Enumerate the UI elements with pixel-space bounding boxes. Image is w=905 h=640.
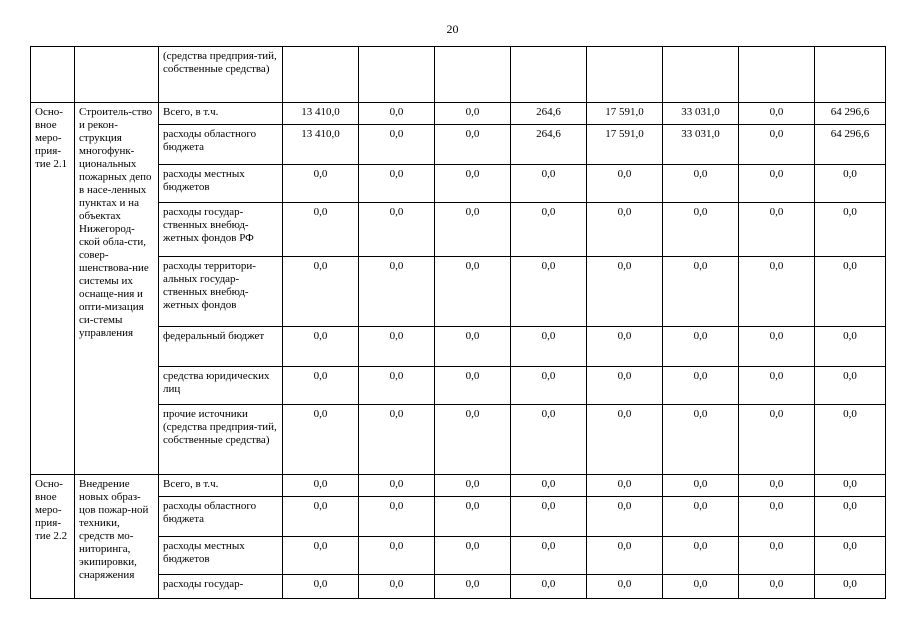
amount-cell: 0,0 [663,575,739,599]
table-row [31,103,886,125]
amount-cell [435,47,511,103]
amount-cell [283,47,359,103]
amount-cell: 0,0 [739,405,815,475]
amount-cell: 17 591,0 [587,103,663,125]
activity-name-cell [75,47,159,103]
activity-code-cell: Осно-вное меро-прия-тие 2.2 [31,475,75,599]
table-row [31,165,886,203]
funding-source-cell: прочие источники (средства предприя-тий, собственные средства) [159,405,283,475]
amount-cell: 0,0 [359,327,435,367]
amount-cell: 0,0 [283,537,359,575]
amount-cell: 33 031,0 [663,103,739,125]
funding-source-cell: расходы областного бюджета [159,125,283,165]
amount-cell: 0,0 [815,537,886,575]
amount-cell: 0,0 [511,327,587,367]
amount-cell: 0,0 [435,327,511,367]
funding-source-cell: расходы местных бюджетов [159,537,283,575]
amount-cell: 0,0 [359,257,435,327]
amount-cell: 0,0 [739,497,815,537]
table-row [31,327,886,367]
funding-source-cell: федеральный бюджет [159,327,283,367]
amount-cell: 0,0 [663,367,739,405]
funding-source-cell: средства юридических лиц [159,367,283,405]
amount-cell: 0,0 [587,537,663,575]
amount-cell [587,47,663,103]
amount-cell: 0,0 [815,575,886,599]
amount-cell: 0,0 [815,497,886,537]
funding-table-body [31,47,886,599]
amount-cell: 0,0 [739,475,815,497]
amount-cell: 0,0 [435,203,511,257]
amount-cell [511,47,587,103]
amount-cell: 0,0 [739,575,815,599]
amount-cell: 0,0 [359,367,435,405]
amount-cell: 0,0 [359,125,435,165]
amount-cell: 0,0 [739,257,815,327]
amount-cell: 0,0 [815,327,886,367]
table-row [31,47,886,103]
amount-cell [739,47,815,103]
amount-cell: 0,0 [739,103,815,125]
table-row [31,125,886,165]
amount-cell: 0,0 [587,327,663,367]
amount-cell: 17 591,0 [587,125,663,165]
amount-cell: 264,6 [511,125,587,165]
amount-cell: 64 296,6 [815,125,886,165]
amount-cell: 0,0 [815,475,886,497]
amount-cell: 0,0 [587,575,663,599]
amount-cell [663,47,739,103]
amount-cell: 0,0 [359,575,435,599]
amount-cell: 0,0 [435,497,511,537]
amount-cell: 0,0 [359,475,435,497]
amount-cell: 0,0 [359,203,435,257]
table-row [31,475,886,497]
amount-cell: 0,0 [815,165,886,203]
amount-cell: 0,0 [815,367,886,405]
amount-cell: 0,0 [283,497,359,537]
amount-cell: 0,0 [435,257,511,327]
amount-cell: 0,0 [587,165,663,203]
amount-cell: 0,0 [739,203,815,257]
amount-cell: 0,0 [283,367,359,405]
funding-source-cell: расходы государ- [159,575,283,599]
amount-cell: 0,0 [283,575,359,599]
table-row [31,405,886,475]
amount-cell: 264,6 [511,103,587,125]
activity-code-cell: Осно-вное меро-прия-тие 2.1 [31,103,75,475]
funding-source-cell: расходы местных бюджетов [159,165,283,203]
amount-cell [359,47,435,103]
amount-cell: 0,0 [587,367,663,405]
amount-cell: 0,0 [435,537,511,575]
amount-cell: 0,0 [283,405,359,475]
amount-cell: 33 031,0 [663,125,739,165]
amount-cell: 0,0 [435,405,511,475]
amount-cell: 13 410,0 [283,125,359,165]
funding-source-cell: Всего, в т.ч. [159,103,283,125]
amount-cell: 0,0 [511,537,587,575]
amount-cell: 0,0 [739,165,815,203]
activity-name-cell: Внедрение новых образ-цов пожар-ной техники, средств мо-ниторинга, экипировки, снаряжения [75,475,159,599]
amount-cell: 0,0 [511,203,587,257]
amount-cell: 0,0 [739,327,815,367]
amount-cell: 0,0 [663,165,739,203]
funding-source-cell: (средства предприя-тий, собственные средства) [159,47,283,103]
amount-cell: 0,0 [435,475,511,497]
amount-cell: 13 410,0 [283,103,359,125]
amount-cell: 0,0 [587,257,663,327]
amount-cell: 0,0 [511,575,587,599]
table-row [31,367,886,405]
amount-cell: 0,0 [663,405,739,475]
amount-cell: 0,0 [587,203,663,257]
amount-cell: 0,0 [511,405,587,475]
amount-cell: 0,0 [815,203,886,257]
amount-cell: 0,0 [283,327,359,367]
amount-cell: 0,0 [511,367,587,405]
amount-cell: 0,0 [663,257,739,327]
amount-cell: 0,0 [663,537,739,575]
amount-cell: 0,0 [435,165,511,203]
amount-cell: 0,0 [435,103,511,125]
amount-cell: 0,0 [359,537,435,575]
amount-cell: 0,0 [511,165,587,203]
amount-cell: 0,0 [359,103,435,125]
amount-cell: 0,0 [511,257,587,327]
amount-cell: 0,0 [435,125,511,165]
funding-source-cell: расходы государ-ственных внебюд-жетных фондов РФ [159,203,283,257]
amount-cell: 0,0 [283,165,359,203]
amount-cell: 0,0 [511,497,587,537]
amount-cell: 0,0 [587,405,663,475]
amount-cell: 0,0 [435,575,511,599]
page-number: 20 [446,22,459,36]
amount-cell: 0,0 [587,475,663,497]
amount-cell: 0,0 [587,497,663,537]
table-row [31,537,886,575]
funding-source-cell: Всего, в т.ч. [159,475,283,497]
table-row [31,497,886,537]
funding-table [30,46,886,599]
amount-cell: 0,0 [283,203,359,257]
amount-cell: 0,0 [359,165,435,203]
amount-cell: 0,0 [739,367,815,405]
activity-name-cell: Строитель-ство и рекон-струкция многофунк-циональных пожарных депо в насе-ленных пунктах и на объектах Нижегород-ской обла-сти, совер-шенствова-ние системы их оснаще-ния и опти-мизация си-стемы управления [75,103,159,475]
amount-cell: 0,0 [435,367,511,405]
amount-cell: 0,0 [739,125,815,165]
amount-cell: 0,0 [359,497,435,537]
amount-cell: 0,0 [511,475,587,497]
table-row [31,203,886,257]
table-row [31,257,886,327]
activity-code-cell [31,47,75,103]
amount-cell: 0,0 [283,475,359,497]
amount-cell: 0,0 [663,497,739,537]
amount-cell: 0,0 [663,327,739,367]
amount-cell: 0,0 [359,405,435,475]
funding-source-cell: расходы территори-альных государ-ственных внебюд-жетных фондов [159,257,283,327]
amount-cell: 64 296,6 [815,103,886,125]
amount-cell: 0,0 [815,257,886,327]
funding-source-cell: расходы областного бюджета [159,497,283,537]
amount-cell: 0,0 [663,475,739,497]
amount-cell [815,47,886,103]
amount-cell: 0,0 [739,537,815,575]
table-row [31,575,886,599]
amount-cell: 0,0 [815,405,886,475]
amount-cell: 0,0 [283,257,359,327]
amount-cell: 0,0 [663,203,739,257]
